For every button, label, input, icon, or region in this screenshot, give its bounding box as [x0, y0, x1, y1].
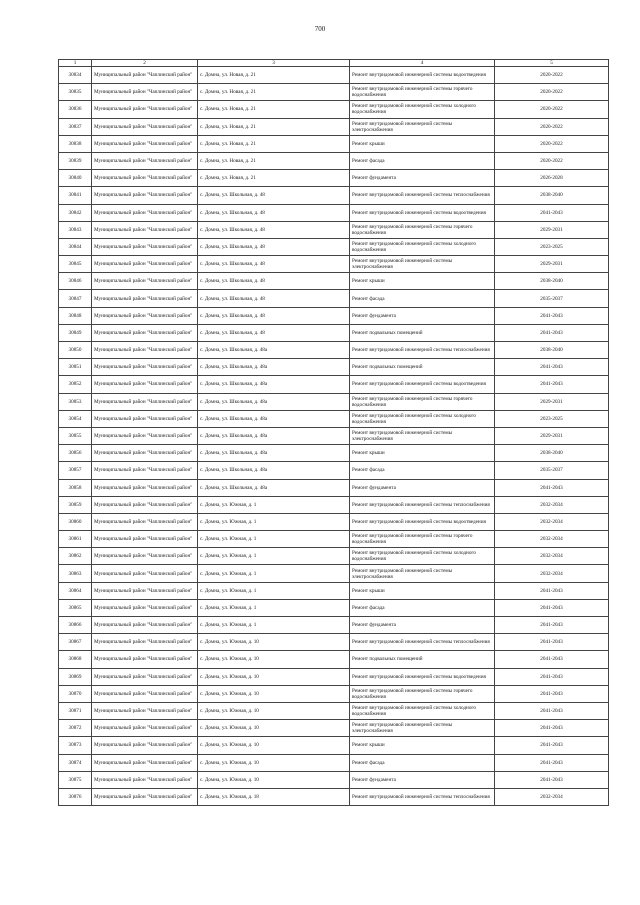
address-cell: с. Домна, ул. Южная, д. 1	[198, 565, 350, 582]
table-row	[59, 307, 609, 324]
work-type-cell: Ремонт фундамента	[350, 479, 495, 496]
address-cell: с. Домна, ул. Школьная, д. 48	[198, 324, 350, 341]
municipality-cell: Муниципальный район "Чаплинский район"	[92, 170, 198, 187]
period-cell: 2041-2043	[495, 668, 609, 685]
address-cell: с. Домна, ул. Школьная, д. 48а	[198, 393, 350, 410]
municipality-cell: Муниципальный район "Чаплинский район"	[92, 324, 198, 341]
table-row	[59, 342, 609, 359]
repair-schedule-table	[58, 59, 609, 806]
period-cell: 2038-2040	[495, 342, 609, 359]
work-type-cell: Ремонт внутридомовой инженерной системы холодного водоснабжения	[350, 548, 495, 565]
work-type-cell: Ремонт крыши	[350, 737, 495, 754]
work-type-cell: Ремонт фасада	[350, 754, 495, 771]
table-row	[59, 84, 609, 101]
period-cell: 2020-2022	[495, 135, 609, 152]
municipality-cell: Муниципальный район "Чаплинский район"	[92, 101, 198, 118]
table-body	[59, 67, 609, 806]
column-header: 4	[350, 60, 495, 67]
period-cell: 2035-2037	[495, 462, 609, 479]
table-row	[59, 410, 609, 427]
table-row	[59, 67, 609, 84]
address-cell: с. Домна, ул. Школьная, д. 48	[198, 221, 350, 238]
address-cell: с. Домна, ул. Южная, д. 10	[198, 651, 350, 668]
work-type-cell: Ремонт внутридомовой инженерной системы электроснабжения	[350, 565, 495, 582]
address-cell: с. Домна, ул. Южная, д. 1	[198, 548, 350, 565]
period-cell: 2026-2028	[495, 170, 609, 187]
address-cell: с. Домна, ул. Школьная, д. 48	[198, 204, 350, 221]
table-row	[59, 617, 609, 634]
address-cell: с. Домна, ул. Школьная, д. 48а	[198, 462, 350, 479]
municipality-cell: Муниципальный район "Чаплинский район"	[92, 462, 198, 479]
work-type-cell: Ремонт внутридомовой инженерной системы теплоснабжения	[350, 342, 495, 359]
address-cell: с. Домна, ул. Школьная, д. 48	[198, 290, 350, 307]
municipality-cell: Муниципальный район "Чаплинский район"	[92, 135, 198, 152]
address-cell: с. Домна, ул. Новая, д. 21	[198, 118, 350, 135]
row-number: 30861	[59, 531, 92, 548]
period-cell: 2041-2043	[495, 720, 609, 737]
address-cell: с. Домна, ул. Новая, д. 21	[198, 170, 350, 187]
municipality-cell: Муниципальный район "Чаплинский район"	[92, 84, 198, 101]
work-type-cell: Ремонт крыши	[350, 273, 495, 290]
table-row	[59, 548, 609, 565]
work-type-cell: Ремонт внутридомовой инженерной системы электроснабжения	[350, 118, 495, 135]
row-number: 30856	[59, 445, 92, 462]
period-cell: 2041-2043	[495, 651, 609, 668]
municipality-cell: Муниципальный район "Чаплинский район"	[92, 788, 198, 805]
period-cell: 2038-2040	[495, 445, 609, 462]
work-type-cell: Ремонт фасада	[350, 462, 495, 479]
period-cell: 2032-2034	[495, 548, 609, 565]
row-number: 30851	[59, 359, 92, 376]
work-type-cell: Ремонт внутридомовой инженерной системы теплоснабжения	[350, 187, 495, 204]
work-type-cell: Ремонт внутридомовой инженерной системы теплоснабжения	[350, 496, 495, 513]
table-row	[59, 376, 609, 393]
period-cell: 2032-2034	[495, 565, 609, 582]
address-cell: с. Домна, ул. Новая, д. 21	[198, 84, 350, 101]
work-type-cell: Ремонт внутридомовой инженерной системы электроснабжения	[350, 720, 495, 737]
row-number: 30870	[59, 685, 92, 702]
row-number: 30838	[59, 135, 92, 152]
work-type-cell: Ремонт внутридомовой инженерной системы водоотведения	[350, 668, 495, 685]
table-row	[59, 565, 609, 582]
period-cell: 2041-2043	[495, 754, 609, 771]
address-cell: с. Домна, ул. Южная, д. 1	[198, 531, 350, 548]
row-number: 30834	[59, 67, 92, 84]
row-number: 30842	[59, 204, 92, 221]
table-row	[59, 496, 609, 513]
period-cell: 2041-2043	[495, 582, 609, 599]
municipality-cell: Муниципальный район "Чаплинский район"	[92, 221, 198, 238]
row-number: 30858	[59, 479, 92, 496]
municipality-cell: Муниципальный район "Чаплинский район"	[92, 118, 198, 135]
municipality-cell: Муниципальный район "Чаплинский район"	[92, 427, 198, 444]
municipality-cell: Муниципальный район "Чаплинский район"	[92, 599, 198, 616]
municipality-cell: Муниципальный район "Чаплинский район"	[92, 238, 198, 255]
work-type-cell: Ремонт крыши	[350, 445, 495, 462]
table-row	[59, 187, 609, 204]
municipality-cell: Муниципальный район "Чаплинский район"	[92, 410, 198, 427]
table-row	[59, 118, 609, 135]
municipality-cell: Муниципальный район "Чаплинский район"	[92, 256, 198, 273]
address-cell: с. Домна, ул. Школьная, д. 48а	[198, 479, 350, 496]
work-type-cell: Ремонт внутридомовой инженерной системы водоотведения	[350, 376, 495, 393]
work-type-cell: Ремонт внутридомовой инженерной системы горячего водоснабжения	[350, 531, 495, 548]
column-header: 1	[59, 60, 92, 67]
work-type-cell: Ремонт внутридомовой инженерной системы водоотведения	[350, 513, 495, 530]
period-cell: 2041-2043	[495, 324, 609, 341]
table-row	[59, 359, 609, 376]
period-cell: 2041-2043	[495, 737, 609, 754]
period-cell: 2038-2040	[495, 273, 609, 290]
municipality-cell: Муниципальный район "Чаплинский район"	[92, 531, 198, 548]
period-cell: 2041-2043	[495, 204, 609, 221]
column-number-row	[59, 60, 609, 67]
table-row	[59, 771, 609, 788]
row-number: 30846	[59, 273, 92, 290]
work-type-cell: Ремонт внутридомовой инженерной системы водоотведения	[350, 67, 495, 84]
address-cell: с. Домна, ул. Школьная, д. 48	[198, 307, 350, 324]
municipality-cell: Муниципальный район "Чаплинский район"	[92, 273, 198, 290]
address-cell: с. Домна, ул. Южная, д. 18	[198, 788, 350, 805]
row-number: 30849	[59, 324, 92, 341]
table-row	[59, 393, 609, 410]
table-row	[59, 135, 609, 152]
table-row	[59, 204, 609, 221]
table-row	[59, 788, 609, 805]
address-cell: с. Домна, ул. Школьная, д. 48	[198, 238, 350, 255]
table-row	[59, 651, 609, 668]
table-row	[59, 256, 609, 273]
table-row	[59, 221, 609, 238]
table-row	[59, 582, 609, 599]
period-cell: 2032-2034	[495, 531, 609, 548]
row-number: 30865	[59, 599, 92, 616]
work-type-cell: Ремонт подвальных помещений	[350, 359, 495, 376]
period-cell: 2020-2022	[495, 118, 609, 135]
municipality-cell: Муниципальный район "Чаплинский район"	[92, 668, 198, 685]
table-row	[59, 170, 609, 187]
work-type-cell: Ремонт внутридомовой инженерной системы теплоснабжения	[350, 788, 495, 805]
table-row	[59, 445, 609, 462]
row-number: 30844	[59, 238, 92, 255]
row-number: 30847	[59, 290, 92, 307]
period-cell: 2020-2022	[495, 152, 609, 169]
address-cell: с. Домна, ул. Школьная, д. 48а	[198, 359, 350, 376]
address-cell: с. Домна, ул. Школьная, д. 48а	[198, 445, 350, 462]
municipality-cell: Муниципальный район "Чаплинский район"	[92, 67, 198, 84]
municipality-cell: Муниципальный район "Чаплинский район"	[92, 651, 198, 668]
municipality-cell: Муниципальный район "Чаплинский район"	[92, 771, 198, 788]
row-number: 30845	[59, 256, 92, 273]
municipality-cell: Муниципальный район "Чаплинский район"	[92, 187, 198, 204]
table-row	[59, 599, 609, 616]
municipality-cell: Муниципальный район "Чаплинский район"	[92, 513, 198, 530]
work-type-cell: Ремонт внутридомовой инженерной системы теплоснабжения	[350, 634, 495, 651]
period-cell: 2029-2031	[495, 256, 609, 273]
address-cell: с. Домна, ул. Школьная, д. 48	[198, 187, 350, 204]
address-cell: с. Домна, ул. Новая, д. 21	[198, 101, 350, 118]
work-type-cell: Ремонт внутридомовой инженерной системы водоотведения	[350, 204, 495, 221]
period-cell: 2041-2043	[495, 599, 609, 616]
work-type-cell: Ремонт внутридомовой инженерной системы холодного водоснабжения	[350, 101, 495, 118]
period-cell: 2041-2043	[495, 479, 609, 496]
table-row	[59, 462, 609, 479]
table-row	[59, 513, 609, 530]
work-type-cell: Ремонт внутридомовой инженерной системы горячего водоснабжения	[350, 221, 495, 238]
municipality-cell: Муниципальный район "Чаплинский район"	[92, 582, 198, 599]
address-cell: с. Домна, ул. Южная, д. 1	[198, 582, 350, 599]
table-row	[59, 634, 609, 651]
work-type-cell: Ремонт внутридомовой инженерной системы холодного водоснабжения	[350, 410, 495, 427]
page-number: 700	[314, 25, 326, 33]
row-number: 30876	[59, 788, 92, 805]
work-type-cell: Ремонт фундамента	[350, 170, 495, 187]
column-header: 5	[495, 60, 609, 67]
period-cell: 2041-2043	[495, 376, 609, 393]
work-type-cell: Ремонт внутридомовой инженерной системы холодного водоснабжения	[350, 238, 495, 255]
row-number: 30848	[59, 307, 92, 324]
row-number: 30836	[59, 101, 92, 118]
work-type-cell: Ремонт внутридомовой инженерной системы горячего водоснабжения	[350, 84, 495, 101]
address-cell: с. Домна, ул. Новая, д. 21	[198, 67, 350, 84]
period-cell: 2041-2043	[495, 771, 609, 788]
period-cell: 2020-2022	[495, 84, 609, 101]
work-type-cell: Ремонт фасада	[350, 290, 495, 307]
row-number: 30853	[59, 393, 92, 410]
work-type-cell: Ремонт внутридомовой инженерной системы холодного водоснабжения	[350, 702, 495, 719]
period-cell: 2029-2031	[495, 393, 609, 410]
table-row	[59, 754, 609, 771]
work-type-cell: Ремонт крыши	[350, 582, 495, 599]
municipality-cell: Муниципальный район "Чаплинский район"	[92, 548, 198, 565]
municipality-cell: Муниципальный район "Чаплинский район"	[92, 634, 198, 651]
row-number: 30855	[59, 427, 92, 444]
row-number: 30840	[59, 170, 92, 187]
table-row	[59, 152, 609, 169]
municipality-cell: Муниципальный район "Чаплинский район"	[92, 685, 198, 702]
row-number: 30863	[59, 565, 92, 582]
row-number: 30841	[59, 187, 92, 204]
table-row	[59, 702, 609, 719]
municipality-cell: Муниципальный район "Чаплинский район"	[92, 754, 198, 771]
address-cell: с. Домна, ул. Южная, д. 1	[198, 599, 350, 616]
row-number: 30875	[59, 771, 92, 788]
work-type-cell: Ремонт внутридомовой инженерной системы горячего водоснабжения	[350, 685, 495, 702]
row-number: 30862	[59, 548, 92, 565]
row-number: 30860	[59, 513, 92, 530]
address-cell: с. Домна, ул. Школьная, д. 48а	[198, 410, 350, 427]
row-number: 30867	[59, 634, 92, 651]
municipality-cell: Муниципальный район "Чаплинский район"	[92, 565, 198, 582]
municipality-cell: Муниципальный район "Чаплинский район"	[92, 496, 198, 513]
work-type-cell: Ремонт подвальных помещений	[350, 324, 495, 341]
municipality-cell: Муниципальный район "Чаплинский район"	[92, 290, 198, 307]
address-cell: с. Домна, ул. Южная, д. 10	[198, 720, 350, 737]
municipality-cell: Муниципальный район "Чаплинский район"	[92, 359, 198, 376]
municipality-cell: Муниципальный район "Чаплинский район"	[92, 376, 198, 393]
address-cell: с. Домна, ул. Школьная, д. 48	[198, 256, 350, 273]
address-cell: с. Домна, ул. Южная, д. 1	[198, 496, 350, 513]
row-number: 30873	[59, 737, 92, 754]
row-number: 30872	[59, 720, 92, 737]
period-cell: 2032-2034	[495, 496, 609, 513]
table-row	[59, 737, 609, 754]
period-cell: 2041-2043	[495, 359, 609, 376]
work-type-cell: Ремонт внутридомовой инженерной системы электроснабжения	[350, 256, 495, 273]
address-cell: с. Домна, ул. Южная, д. 10	[198, 754, 350, 771]
period-cell: 2041-2043	[495, 702, 609, 719]
column-header: 3	[198, 60, 350, 67]
table-row	[59, 685, 609, 702]
work-type-cell: Ремонт фасада	[350, 599, 495, 616]
row-number: 30866	[59, 617, 92, 634]
period-cell: 2023-2025	[495, 238, 609, 255]
period-cell: 2023-2025	[495, 410, 609, 427]
table-row	[59, 273, 609, 290]
work-type-cell: Ремонт фундамента	[350, 307, 495, 324]
address-cell: с. Домна, ул. Южная, д. 10	[198, 685, 350, 702]
row-number: 30859	[59, 496, 92, 513]
address-cell: с. Домна, ул. Новая, д. 21	[198, 135, 350, 152]
table-row	[59, 290, 609, 307]
municipality-cell: Муниципальный район "Чаплинский район"	[92, 479, 198, 496]
period-cell: 2020-2022	[495, 101, 609, 118]
row-number: 30843	[59, 221, 92, 238]
work-type-cell: Ремонт фундамента	[350, 771, 495, 788]
row-number: 30835	[59, 84, 92, 101]
municipality-cell: Муниципальный район "Чаплинский район"	[92, 720, 198, 737]
table-row	[59, 324, 609, 341]
table-row	[59, 238, 609, 255]
row-number: 30864	[59, 582, 92, 599]
period-cell: 2041-2043	[495, 685, 609, 702]
row-number: 30854	[59, 410, 92, 427]
work-type-cell: Ремонт фасада	[350, 152, 495, 169]
municipality-cell: Муниципальный район "Чаплинский район"	[92, 617, 198, 634]
address-cell: с. Домна, ул. Новая, д. 21	[198, 152, 350, 169]
table-row	[59, 668, 609, 685]
address-cell: с. Домна, ул. Школьная, д. 48а	[198, 427, 350, 444]
work-type-cell: Ремонт крыши	[350, 135, 495, 152]
period-cell: 2029-2031	[495, 427, 609, 444]
table-row	[59, 479, 609, 496]
address-cell: с. Домна, ул. Южная, д. 10	[198, 668, 350, 685]
period-cell: 2029-2031	[495, 221, 609, 238]
row-number: 30871	[59, 702, 92, 719]
table-row	[59, 531, 609, 548]
address-cell: с. Домна, ул. Южная, д. 1	[198, 513, 350, 530]
row-number: 30839	[59, 152, 92, 169]
address-cell: с. Домна, ул. Южная, д. 10	[198, 771, 350, 788]
row-number: 30868	[59, 651, 92, 668]
period-cell: 2032-2034	[495, 513, 609, 530]
work-type-cell: Ремонт фундамента	[350, 617, 495, 634]
column-header: 2	[92, 60, 198, 67]
period-cell: 2035-2037	[495, 290, 609, 307]
table-row	[59, 427, 609, 444]
address-cell: с. Домна, ул. Школьная, д. 48а	[198, 342, 350, 359]
municipality-cell: Муниципальный район "Чаплинский район"	[92, 445, 198, 462]
period-cell: 2041-2043	[495, 634, 609, 651]
row-number: 30850	[59, 342, 92, 359]
address-cell: с. Домна, ул. Южная, д. 10	[198, 737, 350, 754]
address-cell: с. Домна, ул. Школьная, д. 48	[198, 273, 350, 290]
address-cell: с. Домна, ул. Школьная, д. 48а	[198, 376, 350, 393]
municipality-cell: Муниципальный район "Чаплинский район"	[92, 393, 198, 410]
address-cell: с. Домна, ул. Южная, д. 10	[198, 634, 350, 651]
row-number: 30869	[59, 668, 92, 685]
row-number: 30852	[59, 376, 92, 393]
row-number: 30837	[59, 118, 92, 135]
period-cell: 2041-2043	[495, 617, 609, 634]
municipality-cell: Муниципальный район "Чаплинский район"	[92, 737, 198, 754]
address-cell: с. Домна, ул. Южная, д. 10	[198, 702, 350, 719]
municipality-cell: Муниципальный район "Чаплинский район"	[92, 342, 198, 359]
municipality-cell: Муниципальный район "Чаплинский район"	[92, 307, 198, 324]
table-row	[59, 720, 609, 737]
work-type-cell: Ремонт внутридомовой инженерной системы электроснабжения	[350, 427, 495, 444]
work-type-cell: Ремонт подвальных помещений	[350, 651, 495, 668]
municipality-cell: Муниципальный район "Чаплинский район"	[92, 204, 198, 221]
period-cell: 2032-2034	[495, 788, 609, 805]
table-row	[59, 101, 609, 118]
municipality-cell: Муниципальный район "Чаплинский район"	[92, 152, 198, 169]
work-type-cell: Ремонт внутридомовой инженерной системы горячего водоснабжения	[350, 393, 495, 410]
address-cell: с. Домна, ул. Южная, д. 1	[198, 617, 350, 634]
row-number: 30857	[59, 462, 92, 479]
row-number: 30874	[59, 754, 92, 771]
municipality-cell: Муниципальный район "Чаплинский район"	[92, 702, 198, 719]
period-cell: 2041-2043	[495, 307, 609, 324]
period-cell: 2020-2022	[495, 67, 609, 84]
period-cell: 2038-2040	[495, 187, 609, 204]
